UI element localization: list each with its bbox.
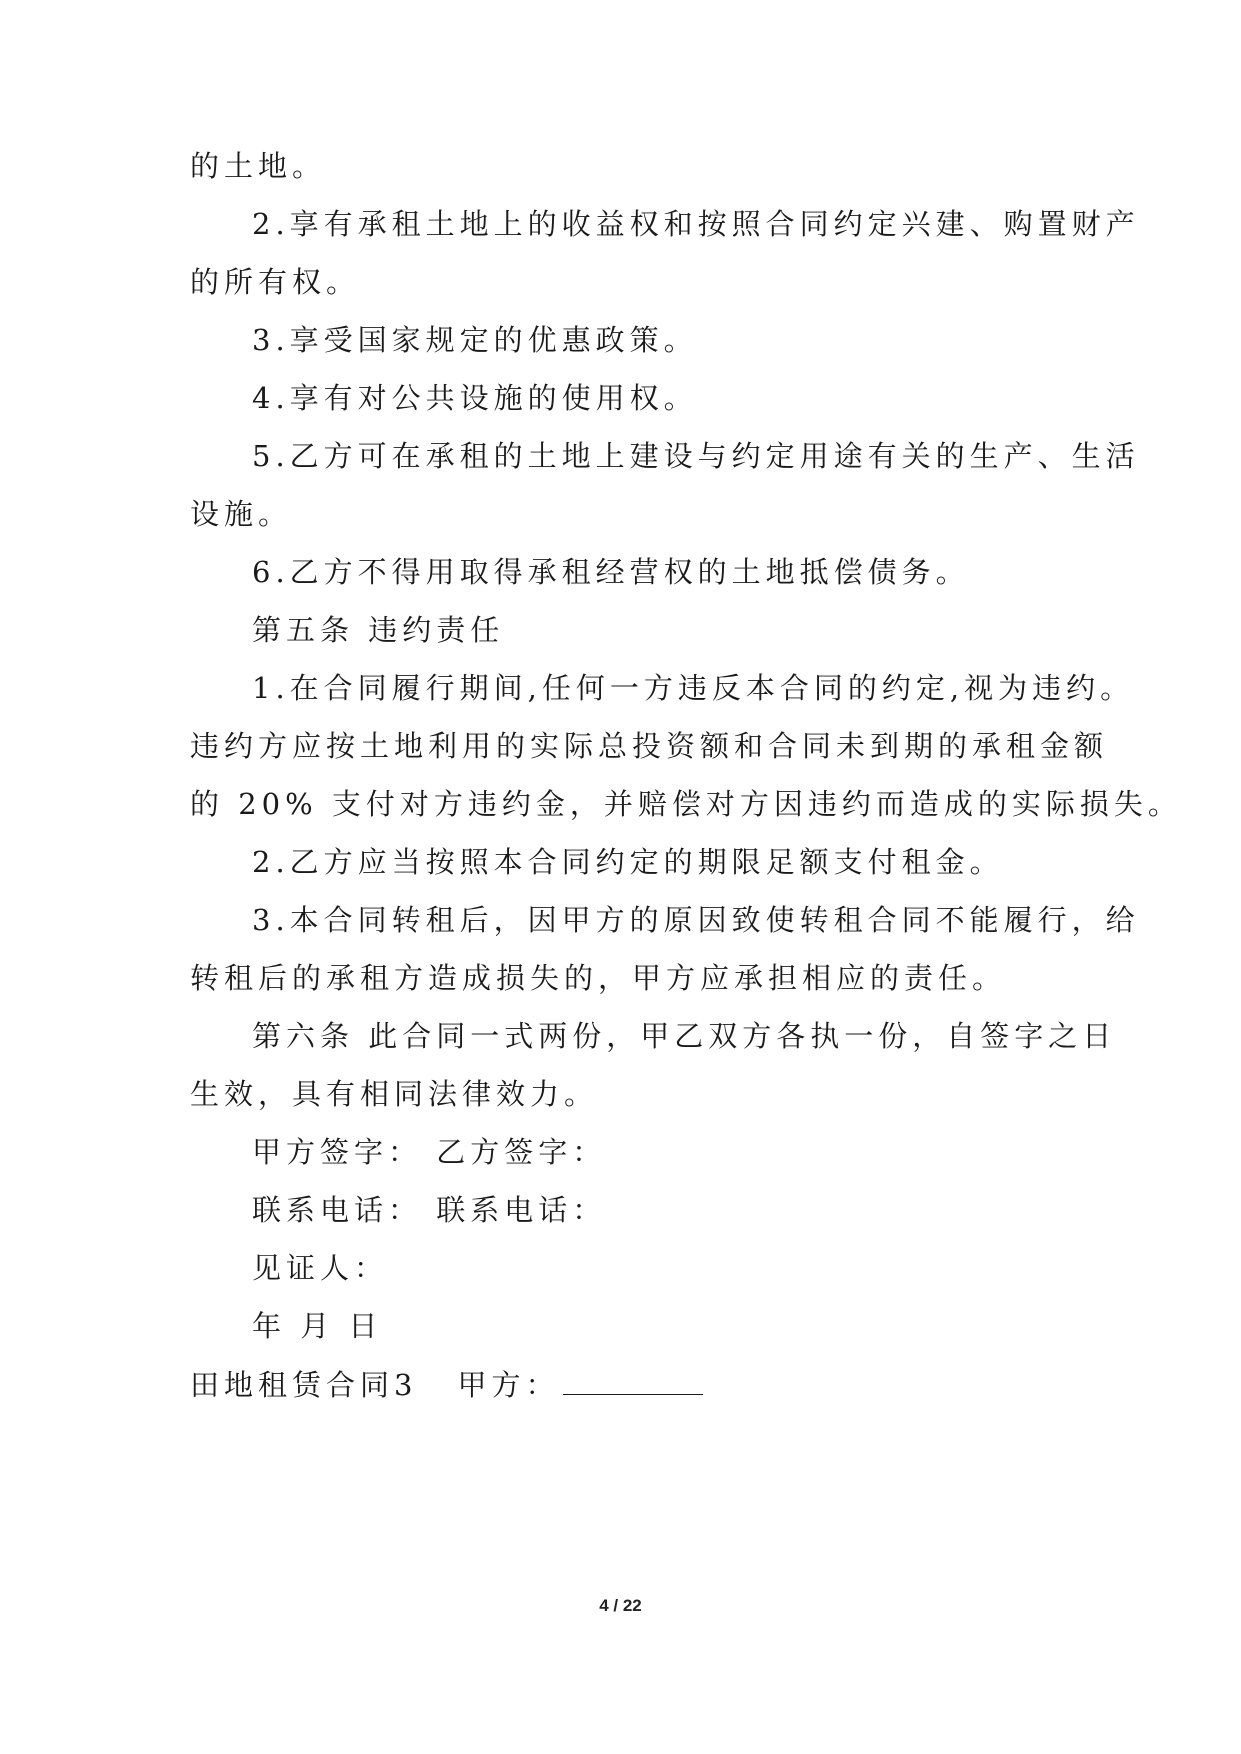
paragraph-line: 的所有权。 <box>190 265 361 299</box>
paragraph-line: 5.乙方可在承租的土地上建设与约定用途有关的生产、生活 <box>252 439 1140 473</box>
witness-line: 见证人： <box>252 1251 389 1285</box>
paragraph-line: 转租后的承租方造成损失的，甲方应承担相应的责任。 <box>190 961 1007 995</box>
paragraph-line: 2.乙方应当按照本合同约定的期限足额支付租金。 <box>252 845 1004 879</box>
paragraph-line: 4.享有对公共设施的使用权。 <box>252 381 698 415</box>
party-a-blank <box>563 1364 703 1395</box>
paragraph-line: 的 20% 支付对方违约金，并赔偿对方因违约而造成的实际损失。 <box>190 787 1182 821</box>
paragraph-line: 设施。 <box>190 497 293 531</box>
paragraph-line: 第六条 此合同一式两份，甲乙双方各执一份，自签字之日 <box>252 1019 1117 1053</box>
section-heading: 第五条 违约责任 <box>252 613 505 647</box>
paragraph-line: 生效，具有相同法律效力。 <box>190 1077 599 1111</box>
paragraph-line: 的土地。 <box>190 149 327 183</box>
signature-line: 甲方签字： 乙方签字： <box>252 1135 607 1169</box>
phone-line: 联系电话： 联系电话： <box>252 1193 607 1227</box>
paragraph-line: 2.享有承租土地上的收益权和按照合同约定兴建、购置财产 <box>252 207 1140 241</box>
next-contract-line <box>190 1364 1070 1405</box>
date-line: 年 月 日 <box>252 1309 383 1343</box>
paragraph-line: 3.本合同转租后，因甲方的原因致使转租合同不能履行，给 <box>252 903 1140 937</box>
paragraph-line: 3.享受国家规定的优惠政策。 <box>252 323 698 357</box>
paragraph-line: 6.乙方不得用取得承租经营权的土地抵偿债务。 <box>252 555 970 589</box>
contract-title: 田地租赁合同3 <box>190 1368 418 1402</box>
paragraph-line: 违约方应按土地利用的实际总投资额和合同未到期的承租金额 <box>190 729 1109 763</box>
page-number: 4 / 22 <box>599 1596 642 1615</box>
paragraph-line: 1.在合同履行期间,任何一方违反本合同的约定,视为违约。 <box>252 671 1135 705</box>
party-a-label: 甲方： <box>457 1368 560 1402</box>
